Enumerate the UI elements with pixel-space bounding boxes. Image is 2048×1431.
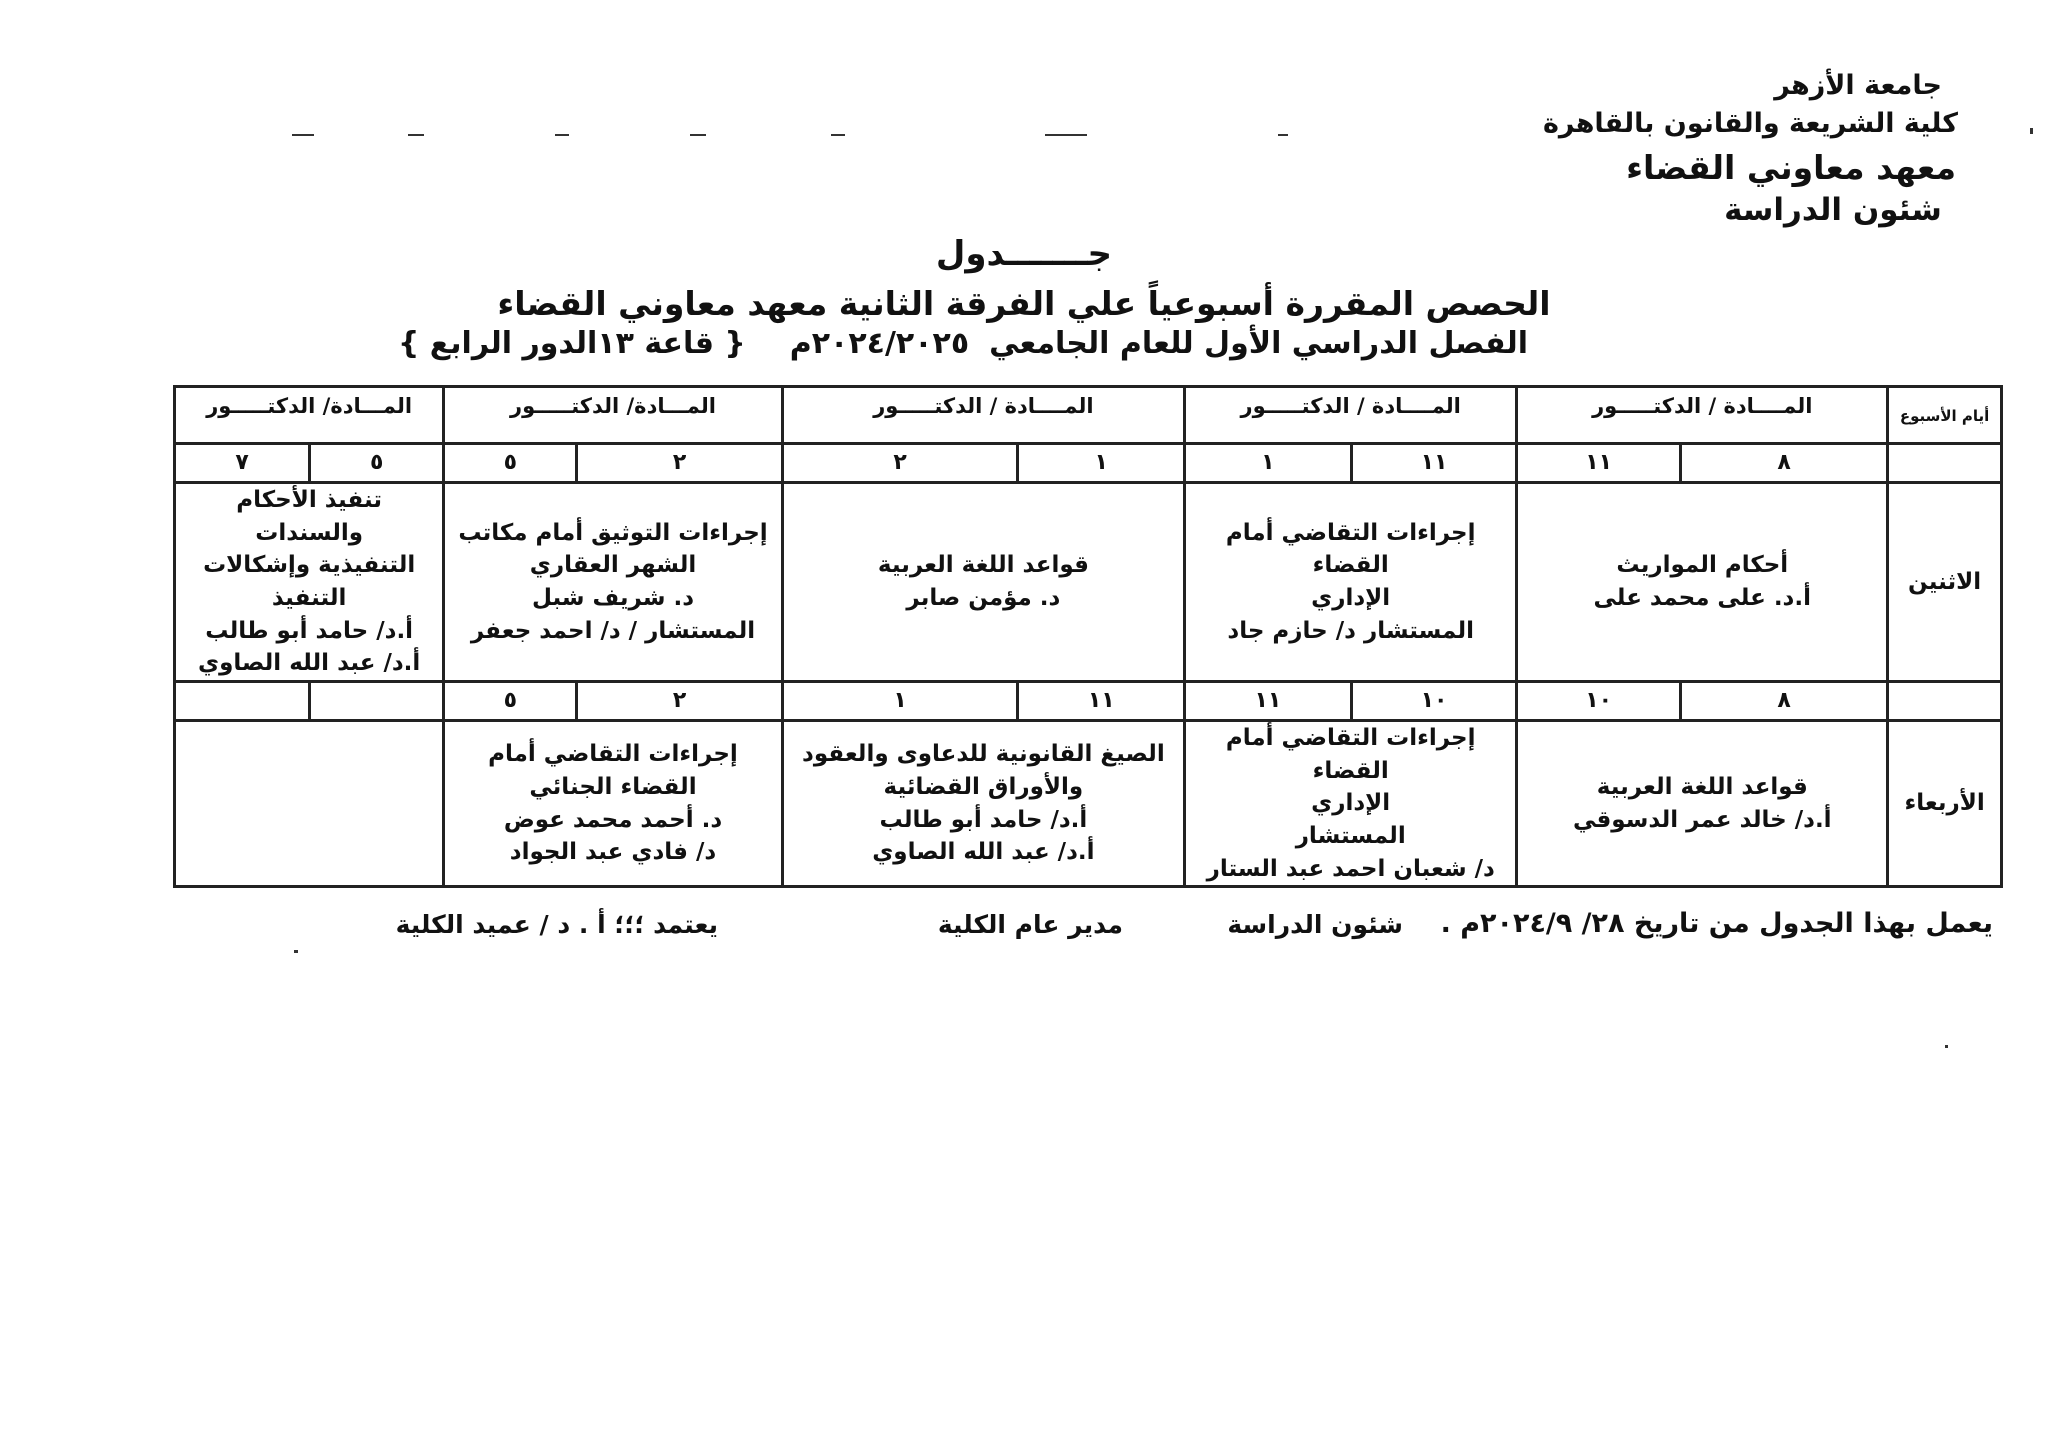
day-monday: الاثنين — [1888, 483, 2002, 682]
period-number — [310, 681, 444, 720]
scan-speck — [555, 134, 569, 136]
period-number: ٥ — [444, 444, 577, 483]
academic-year: ٢٠٢٤/٢٠٢٥م — [789, 326, 970, 361]
course-instructor: د. شريف شبل — [531, 584, 695, 611]
dean-approval: يعتمد ؛؛؛ أ . د / عميد الكلية — [395, 910, 718, 939]
course-cell — [1185, 720, 1517, 886]
period-number: ٢ — [577, 444, 782, 483]
semester-line — [790, 326, 1528, 361]
subject-doctor-header: المــــادة / الدكتـــــور — [1185, 387, 1517, 444]
course-instructor: المستشار — [1295, 822, 1406, 849]
course-instructor: أ.د. على محمد على — [1593, 584, 1811, 611]
scan-speck — [294, 950, 298, 953]
scan-speck — [408, 134, 424, 136]
course-instructor: أ.د/ خالد عمر الدسوقي — [1572, 806, 1832, 833]
days-column-header: أيام الأسبوع — [1888, 387, 2002, 444]
course-cell — [1517, 483, 1888, 682]
room-label: { قاعة ١٣الدور الرابع } — [398, 326, 746, 361]
empty-cell — [1888, 681, 2002, 720]
course-title: إجراءات التقاضي أمام — [488, 741, 738, 768]
semester-label: الفصل الدراسي الأول للعام الجامعي — [989, 326, 1528, 361]
course-instructor: المستشار / د/ احمد جعفر — [470, 617, 756, 644]
document-subtitle: الحصص المقررة أسبوعياً علي الفرقة الثانية معهد معاوني القضاء — [497, 284, 1551, 323]
course-cell — [1185, 483, 1517, 682]
subject-doctor-header: المـــادة/ الدكتـــــور — [175, 387, 444, 444]
period-number: ١٠ — [1517, 681, 1681, 720]
course-title: الصيغ القانونية للدعاوى والعقود — [802, 741, 1165, 768]
subject-doctor-header: المـــادة/ الدكتـــــور — [444, 387, 782, 444]
header-row — [175, 387, 2002, 444]
wednesday-period-row — [175, 681, 2002, 720]
wednesday-course-row — [175, 720, 2002, 886]
course-title: إجراءات التقاضي أمام القضاء — [1225, 519, 1476, 579]
period-number: ٨ — [1680, 681, 1887, 720]
course-title: الشهر العقاري — [529, 552, 697, 579]
course-cell — [782, 720, 1184, 886]
course-title: التنفيذية وإشكالات — [203, 552, 416, 579]
course-title: تنفيذ الأحكام والسندات — [236, 487, 383, 546]
period-number: ١ — [782, 681, 1018, 720]
document-title: جـــــــدول — [935, 234, 1113, 274]
course-cell — [1517, 720, 1888, 886]
period-number: ١ — [1185, 444, 1352, 483]
course-instructor: أ.د/ حامد أبو طالب — [205, 617, 414, 644]
course-cell — [444, 720, 782, 886]
subject-doctor-header: المــــادة / الدكتـــــور — [782, 387, 1184, 444]
course-instructor: المستشار د/ حازم جاد — [1227, 617, 1474, 644]
course-title: الإداري — [1311, 584, 1391, 611]
period-number: ٥ — [444, 681, 577, 720]
course-cell — [444, 483, 782, 682]
period-number: ١٠ — [1351, 681, 1517, 720]
scan-speck — [690, 134, 706, 136]
course-title: والأوراق القضائية — [883, 773, 1084, 800]
course-title: قواعد اللغة العربية — [1596, 773, 1808, 800]
monday-period-row — [175, 444, 2002, 483]
period-number: ١١ — [1018, 681, 1185, 720]
course-cell — [175, 483, 444, 682]
general-director-signature: مدير عام الكلية — [937, 910, 1123, 939]
period-number: ١١ — [1517, 444, 1681, 483]
scan-speck — [1945, 1045, 1948, 1048]
scan-speck — [831, 134, 845, 136]
effective-date-note: يعمل بهذا الجدول من تاريخ ٢٨/ ٢٠٢٤/٩م . — [1440, 908, 1993, 939]
monday-course-row — [175, 483, 2002, 682]
scan-speck — [1045, 134, 1087, 136]
course-instructor: أ.د/ عبد الله الصاوي — [872, 839, 1095, 866]
empty-cell — [1888, 444, 2002, 483]
period-number — [175, 681, 310, 720]
course-instructor: د. مؤمن صابر — [906, 584, 1061, 611]
period-number: ١ — [1018, 444, 1185, 483]
course-cell — [782, 483, 1184, 682]
faculty-name: كلية الشريعة والقانون بالقاهرة — [1542, 108, 1958, 139]
course-instructor: د/ فادي عبد الجواد — [509, 839, 717, 866]
academic-affairs-signature: شئون الدراسة — [1227, 910, 1403, 939]
course-title: إجراءات التوثيق أمام مكاتب — [458, 519, 768, 546]
empty-course-cell — [175, 720, 444, 886]
course-instructor: أ.د/ عبد الله الصاوي — [198, 650, 421, 677]
course-title: أحكام المواريث — [1616, 552, 1789, 579]
period-number: ٥ — [310, 444, 444, 483]
period-number: ٢ — [577, 681, 782, 720]
scan-speck — [292, 134, 314, 136]
scan-speck — [2030, 128, 2033, 134]
period-number: ٨ — [1680, 444, 1887, 483]
institute-name: معهد معاوني القضاء — [1626, 148, 1956, 187]
period-number: ١١ — [1185, 681, 1352, 720]
period-number: ٧ — [175, 444, 310, 483]
university-name: جامعة الأزهر — [1774, 70, 1942, 101]
day-wednesday: الأربعاء — [1888, 720, 2002, 886]
period-number: ١١ — [1351, 444, 1517, 483]
course-title: الإداري — [1311, 790, 1391, 817]
period-number: ٢ — [782, 444, 1018, 483]
course-title: قواعد اللغة العربية — [877, 552, 1089, 579]
course-instructor: أ.د/ حامد أبو طالب — [879, 806, 1088, 833]
course-title: القضاء الجنائي — [529, 773, 697, 800]
course-title: إجراءات التقاضي أمام القضاء — [1225, 724, 1476, 784]
course-title: التنفيذ — [271, 584, 347, 611]
course-instructor: د. أحمد محمد عوض — [503, 806, 723, 833]
subject-doctor-header: المــــادة / الدكتـــــور — [1517, 387, 1888, 444]
academic-affairs-label: شئون الدراسة — [1724, 192, 1942, 228]
scan-speck — [1278, 134, 1288, 136]
course-instructor: د/ شعبان احمد عبد الستار — [1206, 855, 1495, 882]
schedule-table — [173, 385, 2003, 888]
